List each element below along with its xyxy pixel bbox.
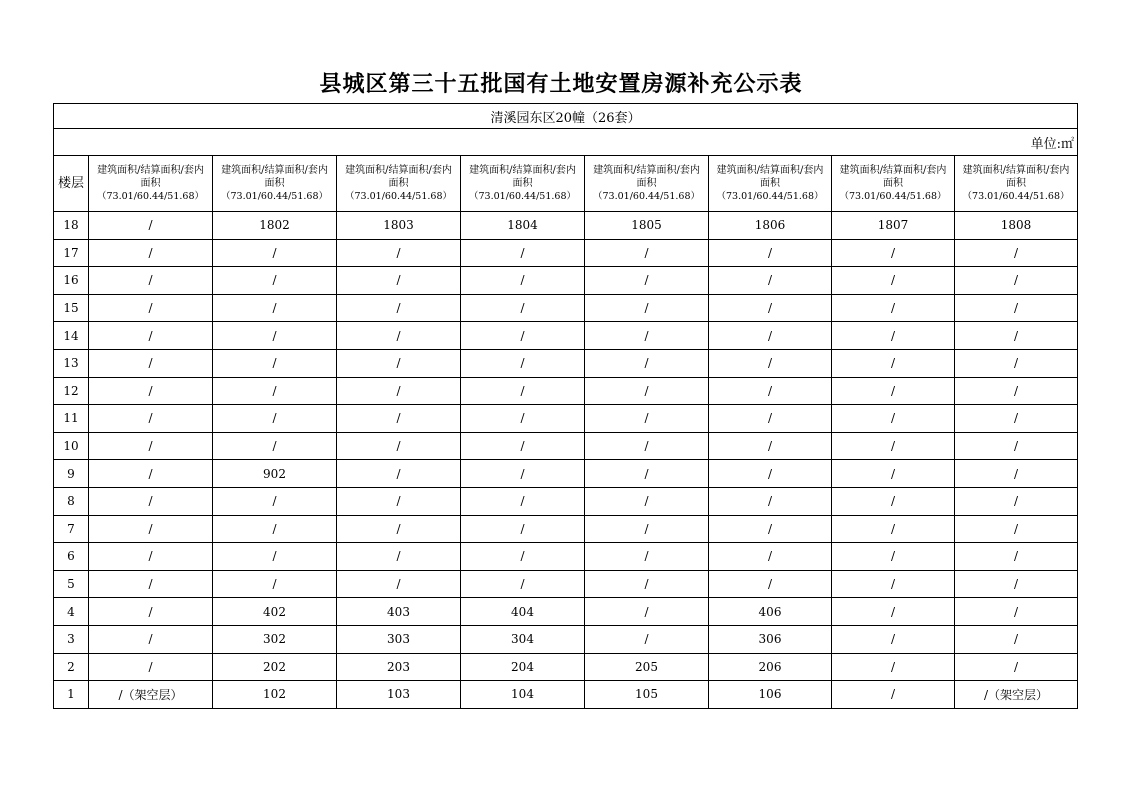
unit-cell: /（架空层） bbox=[955, 681, 1078, 709]
table-row bbox=[54, 239, 1078, 267]
table-subtitle: 清溪园东区20幢（26套） bbox=[54, 104, 1078, 129]
column-header-line1: 建筑面积/结算面积/套内 bbox=[962, 165, 1070, 176]
unit-cell: 102 bbox=[213, 681, 337, 709]
unit-cell: 403 bbox=[337, 598, 461, 626]
unit-cell: / bbox=[213, 487, 337, 515]
unit-cell: / bbox=[461, 294, 585, 322]
floor-number: 14 bbox=[54, 322, 89, 350]
floor-number: 5 bbox=[54, 570, 89, 598]
unit-cell: / bbox=[585, 515, 709, 543]
unit-cell: 1808 bbox=[955, 212, 1078, 240]
column-header-line2: 面积 bbox=[883, 178, 903, 189]
unit-cell: / bbox=[461, 570, 585, 598]
unit-cell: / bbox=[213, 515, 337, 543]
table-row bbox=[54, 460, 1078, 488]
unit-cell: / bbox=[337, 322, 461, 350]
column-header-line1: 建筑面积/结算面积/套内 bbox=[593, 165, 700, 176]
unit-cell: / bbox=[337, 349, 461, 377]
unit-cell: / bbox=[955, 322, 1078, 350]
unit-cell: / bbox=[709, 487, 832, 515]
unit-cell: / bbox=[461, 239, 585, 267]
floor-number: 17 bbox=[54, 239, 89, 267]
table-row bbox=[54, 212, 1078, 240]
unit-cell: / bbox=[213, 322, 337, 350]
unit-cell: / bbox=[585, 239, 709, 267]
unit-cell: / bbox=[337, 294, 461, 322]
unit-cell: / bbox=[832, 515, 955, 543]
unit-cell: / bbox=[709, 515, 832, 543]
unit-cell: / bbox=[89, 460, 213, 488]
column-header-line3: （73.01/60.44/51.68） bbox=[962, 191, 1070, 202]
unit-cell: / bbox=[461, 460, 585, 488]
unit-cell: / bbox=[89, 294, 213, 322]
table-row bbox=[54, 432, 1078, 460]
unit-cell: / bbox=[89, 322, 213, 350]
unit-cell: / bbox=[955, 598, 1078, 626]
unit-cell: / bbox=[213, 432, 337, 460]
unit-cell: / bbox=[585, 598, 709, 626]
column-header-line3: （73.01/60.44/51.68） bbox=[345, 191, 452, 202]
unit-cell: / bbox=[461, 432, 585, 460]
unit-cell: / bbox=[832, 377, 955, 405]
unit-cell: / bbox=[337, 239, 461, 267]
unit-cell: / bbox=[337, 487, 461, 515]
unit-column-header bbox=[955, 156, 1078, 212]
unit-cell: / bbox=[832, 625, 955, 653]
column-header-line2: 面积 bbox=[760, 178, 780, 189]
column-header-line3: （73.01/60.44/51.68） bbox=[97, 191, 204, 202]
unit-cell: / bbox=[832, 405, 955, 433]
unit-cell: / bbox=[955, 653, 1078, 681]
unit-cell: / bbox=[709, 432, 832, 460]
unit-cell: / bbox=[832, 322, 955, 350]
floor-number: 9 bbox=[54, 460, 89, 488]
unit-cell: / bbox=[709, 543, 832, 571]
unit-cell: / bbox=[585, 625, 709, 653]
floor-column-header: 楼层 bbox=[54, 156, 89, 212]
floor-number: 7 bbox=[54, 515, 89, 543]
unit-cell: / bbox=[337, 570, 461, 598]
unit-cell: / bbox=[585, 322, 709, 350]
column-header-line3: （73.01/60.44/51.68） bbox=[716, 191, 824, 202]
unit-cell: / bbox=[832, 349, 955, 377]
column-header-line2: 面积 bbox=[264, 178, 285, 189]
unit-cell: 303 bbox=[337, 625, 461, 653]
unit-cell: / bbox=[461, 515, 585, 543]
table-row bbox=[54, 515, 1078, 543]
floor-number: 13 bbox=[54, 349, 89, 377]
unit-cell: / bbox=[337, 460, 461, 488]
unit-column-header bbox=[337, 156, 461, 212]
column-header-line2: 面积 bbox=[140, 178, 161, 189]
unit-cell: / bbox=[89, 377, 213, 405]
table-row bbox=[54, 267, 1078, 295]
table-row bbox=[54, 487, 1078, 515]
table-row bbox=[54, 377, 1078, 405]
page-title: 县城区第三十五批国有土地安置房源补充公示表 bbox=[319, 71, 803, 97]
unit-cell: 105 bbox=[585, 681, 709, 709]
unit-cell: 204 bbox=[461, 653, 585, 681]
unit-cell: / bbox=[832, 267, 955, 295]
unit-cell: / bbox=[832, 294, 955, 322]
unit-cell: / bbox=[585, 570, 709, 598]
unit-cell: / bbox=[832, 681, 955, 709]
unit-cell: 1803 bbox=[337, 212, 461, 240]
unit-column-header bbox=[585, 156, 709, 212]
unit-cell: / bbox=[585, 349, 709, 377]
unit-cell: / bbox=[89, 212, 213, 240]
table-row bbox=[54, 681, 1078, 709]
table-row bbox=[54, 349, 1078, 377]
unit-cell: 104 bbox=[461, 681, 585, 709]
unit-cell: / bbox=[585, 405, 709, 433]
unit-cell: / bbox=[832, 543, 955, 571]
unit-column-header bbox=[89, 156, 213, 212]
unit-cell: / bbox=[955, 432, 1078, 460]
unit-cell: / bbox=[709, 349, 832, 377]
unit-cell: 406 bbox=[709, 598, 832, 626]
unit-label: 单位:㎡ bbox=[54, 129, 1078, 156]
unit-cell: / bbox=[213, 543, 337, 571]
floor-number: 3 bbox=[54, 625, 89, 653]
unit-cell: 202 bbox=[213, 653, 337, 681]
unit-cell: 106 bbox=[709, 681, 832, 709]
column-header-line3: （73.01/60.44/51.68） bbox=[839, 191, 947, 202]
column-header-line1: 建筑面积/结算面积/套内 bbox=[469, 165, 576, 176]
unit-cell: / bbox=[832, 653, 955, 681]
column-header-line2: 面积 bbox=[388, 178, 409, 189]
unit-cell: / bbox=[89, 239, 213, 267]
unit-cell: / bbox=[213, 405, 337, 433]
unit-cell: / bbox=[89, 405, 213, 433]
unit-cell: / bbox=[461, 487, 585, 515]
floor-number: 8 bbox=[54, 487, 89, 515]
unit-cell: / bbox=[337, 377, 461, 405]
table-row bbox=[54, 543, 1078, 571]
unit-cell: 902 bbox=[213, 460, 337, 488]
table-row bbox=[54, 653, 1078, 681]
unit-cell: / bbox=[461, 349, 585, 377]
unit-cell: / bbox=[89, 653, 213, 681]
floor-number: 11 bbox=[54, 405, 89, 433]
unit-cell: / bbox=[213, 349, 337, 377]
unit-cell: / bbox=[832, 239, 955, 267]
column-header-line3: （73.01/60.44/51.68） bbox=[469, 191, 576, 202]
unit-cell: / bbox=[709, 377, 832, 405]
unit-column-header bbox=[213, 156, 337, 212]
unit-cell: / bbox=[832, 432, 955, 460]
unit-cell: 1806 bbox=[709, 212, 832, 240]
floor-number: 4 bbox=[54, 598, 89, 626]
floor-number: 12 bbox=[54, 377, 89, 405]
unit-cell: / bbox=[585, 543, 709, 571]
unit-cell: / bbox=[585, 377, 709, 405]
unit-cell: / bbox=[337, 405, 461, 433]
unit-cell: / bbox=[709, 322, 832, 350]
unit-cell: / bbox=[832, 598, 955, 626]
unit-cell: 1805 bbox=[585, 212, 709, 240]
unit-cell: / bbox=[955, 625, 1078, 653]
table-row bbox=[54, 598, 1078, 626]
unit-cell: / bbox=[955, 267, 1078, 295]
table-row bbox=[54, 294, 1078, 322]
unit-cell: / bbox=[709, 570, 832, 598]
column-header-line1: 建筑面积/结算面积/套内 bbox=[345, 165, 452, 176]
unit-cell: / bbox=[832, 460, 955, 488]
floor-number: 18 bbox=[54, 212, 89, 240]
unit-cell: 1802 bbox=[213, 212, 337, 240]
unit-cell: / bbox=[213, 570, 337, 598]
unit-cell: / bbox=[709, 405, 832, 433]
floor-number: 16 bbox=[54, 267, 89, 295]
unit-cell: / bbox=[955, 405, 1078, 433]
unit-cell: 103 bbox=[337, 681, 461, 709]
unit-cell: / bbox=[213, 294, 337, 322]
unit-cell: 304 bbox=[461, 625, 585, 653]
unit-cell: / bbox=[955, 460, 1078, 488]
floor-number: 1 bbox=[54, 681, 89, 709]
unit-column-header bbox=[709, 156, 832, 212]
unit-cell: / bbox=[89, 543, 213, 571]
column-header-row bbox=[54, 156, 1078, 212]
unit-row bbox=[54, 129, 1078, 156]
unit-cell: / bbox=[832, 570, 955, 598]
column-header-line1: 建筑面积/结算面积/套内 bbox=[97, 165, 204, 176]
unit-cell: /（架空层） bbox=[89, 681, 213, 709]
unit-cell: / bbox=[213, 267, 337, 295]
unit-cell: / bbox=[585, 267, 709, 295]
unit-cell: / bbox=[337, 543, 461, 571]
column-header-line2: 面积 bbox=[636, 178, 657, 189]
unit-cell: / bbox=[585, 487, 709, 515]
unit-cell: / bbox=[709, 239, 832, 267]
unit-cell: / bbox=[89, 432, 213, 460]
column-header-line1: 建筑面积/结算面积/套内 bbox=[716, 165, 824, 176]
column-header-line1: 建筑面积/结算面积/套内 bbox=[839, 165, 947, 176]
unit-cell: 205 bbox=[585, 653, 709, 681]
unit-cell: / bbox=[461, 267, 585, 295]
unit-cell: 206 bbox=[709, 653, 832, 681]
unit-cell: / bbox=[955, 570, 1078, 598]
table-row bbox=[54, 405, 1078, 433]
table-row bbox=[54, 570, 1078, 598]
unit-cell: / bbox=[213, 377, 337, 405]
unit-column-header bbox=[832, 156, 955, 212]
unit-cell: / bbox=[461, 543, 585, 571]
table-row bbox=[54, 625, 1078, 653]
unit-cell: / bbox=[461, 377, 585, 405]
unit-cell: / bbox=[461, 405, 585, 433]
housing-table bbox=[53, 103, 1078, 709]
column-header-line3: （73.01/60.44/51.68） bbox=[593, 191, 700, 202]
floor-number: 6 bbox=[54, 543, 89, 571]
unit-cell: / bbox=[89, 515, 213, 543]
unit-cell: / bbox=[832, 487, 955, 515]
unit-cell: / bbox=[955, 377, 1078, 405]
column-header-line1: 建筑面积/结算面积/套内 bbox=[221, 165, 328, 176]
unit-cell: 1807 bbox=[832, 212, 955, 240]
unit-cell: / bbox=[955, 487, 1078, 515]
unit-cell: / bbox=[89, 487, 213, 515]
unit-cell: / bbox=[955, 349, 1078, 377]
unit-column-header bbox=[461, 156, 585, 212]
column-header-line2: 面积 bbox=[1006, 178, 1027, 189]
unit-cell: / bbox=[955, 515, 1078, 543]
unit-cell: 402 bbox=[213, 598, 337, 626]
unit-cell: / bbox=[955, 543, 1078, 571]
unit-cell: / bbox=[585, 460, 709, 488]
unit-cell: / bbox=[337, 267, 461, 295]
table-row bbox=[54, 322, 1078, 350]
unit-cell: / bbox=[89, 625, 213, 653]
unit-cell: 306 bbox=[709, 625, 832, 653]
unit-cell: / bbox=[89, 349, 213, 377]
unit-cell: / bbox=[213, 239, 337, 267]
subtitle-row bbox=[54, 104, 1078, 129]
unit-cell: / bbox=[709, 294, 832, 322]
floor-number: 2 bbox=[54, 653, 89, 681]
unit-cell: / bbox=[955, 294, 1078, 322]
unit-cell: / bbox=[337, 432, 461, 460]
floor-number: 10 bbox=[54, 432, 89, 460]
column-header-line3: （73.01/60.44/51.68） bbox=[221, 191, 328, 202]
unit-cell: / bbox=[955, 239, 1078, 267]
unit-cell: / bbox=[585, 432, 709, 460]
floor-number: 15 bbox=[54, 294, 89, 322]
unit-cell: 404 bbox=[461, 598, 585, 626]
unit-cell: / bbox=[89, 267, 213, 295]
column-header-line2: 面积 bbox=[512, 178, 533, 189]
unit-cell: / bbox=[89, 570, 213, 598]
unit-cell: / bbox=[709, 267, 832, 295]
unit-cell: / bbox=[709, 460, 832, 488]
unit-cell: / bbox=[89, 598, 213, 626]
unit-cell: 302 bbox=[213, 625, 337, 653]
unit-cell: / bbox=[461, 322, 585, 350]
unit-cell: / bbox=[337, 515, 461, 543]
unit-cell: / bbox=[585, 294, 709, 322]
unit-cell: 1804 bbox=[461, 212, 585, 240]
unit-cell: 203 bbox=[337, 653, 461, 681]
